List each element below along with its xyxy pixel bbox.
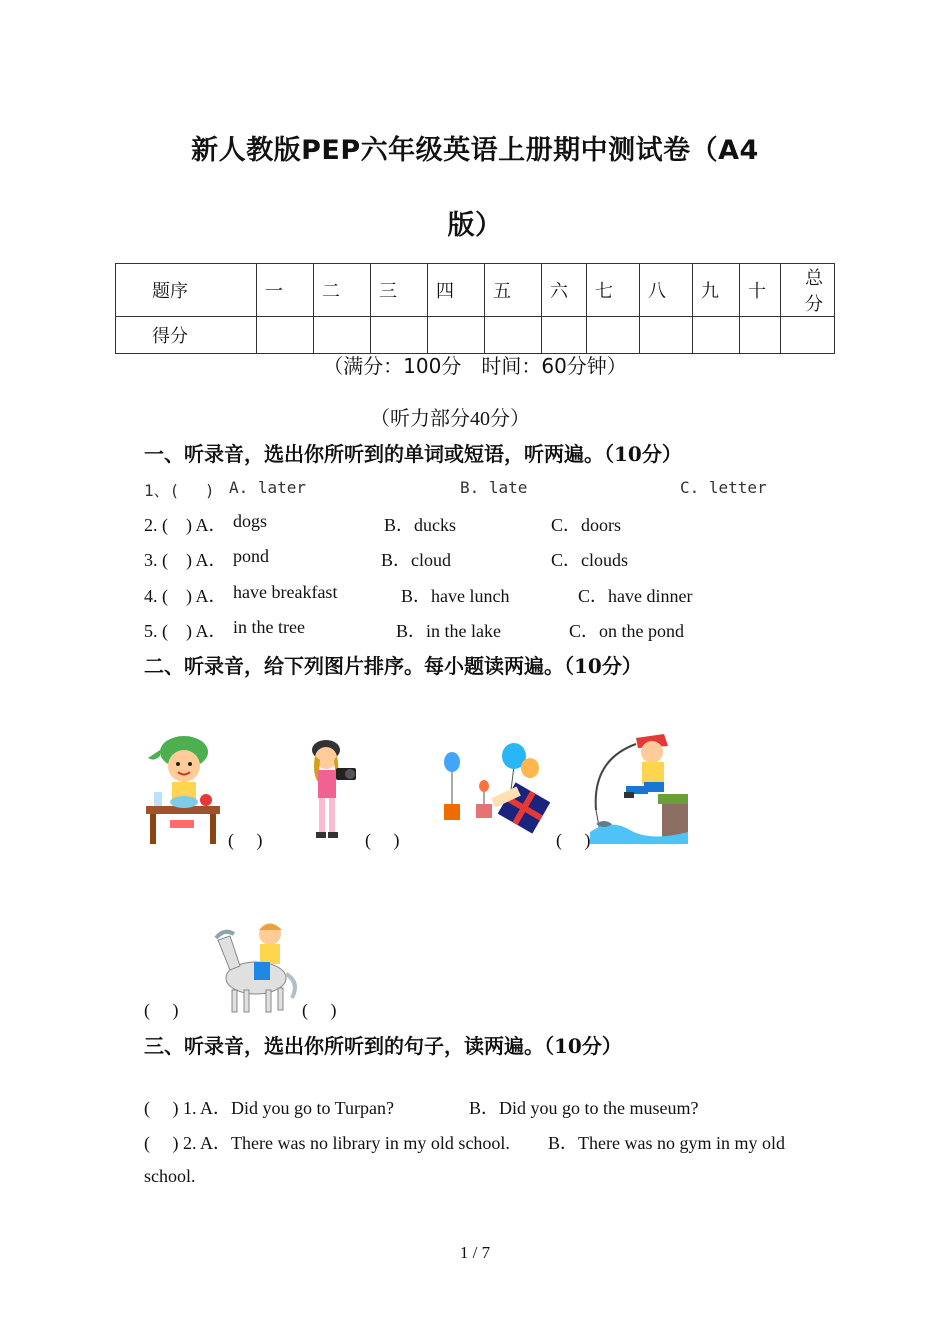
table-cell: 题序 <box>116 264 257 317</box>
q3-option-c: C．clouds <box>551 550 629 570</box>
q5-option-b: B．in the lake <box>396 621 501 641</box>
q5-option-a: in the tree <box>233 617 305 637</box>
table-cell: 四 <box>428 264 485 317</box>
q4-option-a: have breakfast <box>233 582 338 602</box>
table-cell: 二 <box>314 264 371 317</box>
q1-option-a: A. later <box>229 478 307 497</box>
page-title-cont: 版） <box>447 210 503 241</box>
listening-part-label: （听力部分40分） <box>370 408 530 430</box>
q4-option-c: C．have dinner <box>578 586 693 606</box>
balloons-gift-icon <box>440 742 552 834</box>
section2-heading: 二、听录音，给下列图片排序。每小题读两遍。（10分） <box>144 654 642 678</box>
table-cell: 得分 <box>116 317 257 354</box>
score-input-cell[interactable] <box>740 317 781 354</box>
q2-number: 2. ( ) A． <box>144 515 227 535</box>
table-cell: 三 <box>371 264 428 317</box>
q5-number: 5. ( ) A． <box>144 621 227 641</box>
q3-option-a: pond <box>233 546 269 566</box>
girl-camera-icon <box>298 738 362 842</box>
q5-option-c: C．on the pond <box>569 621 684 641</box>
pic4-answer-blank[interactable]: ( ) <box>144 1000 179 1020</box>
table-cell: 六 <box>542 264 587 317</box>
full-marks-time: （满分：100分 时间：60分钟） <box>323 354 627 378</box>
table-cell: 七 <box>587 264 640 317</box>
score-table <box>115 263 835 354</box>
score-input-cell[interactable] <box>781 317 835 354</box>
table-cell: 十 <box>740 264 781 317</box>
s3-q2-option-a: ( ) 2. A．There was no library in my old school. <box>144 1133 510 1153</box>
score-input-cell[interactable] <box>640 317 693 354</box>
q1-option-c: C. letter <box>680 478 767 497</box>
q1-option-b: B. late <box>460 478 528 497</box>
table-cell: 八 <box>640 264 693 317</box>
page-title: 新人教版PEP六年级英语上册期中测试卷（A4 <box>191 135 759 166</box>
page-number: 1 / 7 <box>459 1243 491 1262</box>
score-table-score-row <box>116 317 835 354</box>
score-input-cell[interactable] <box>693 317 740 354</box>
s3-q1-option-a: ( ) 1. A．Did you go to Turpan? <box>144 1098 395 1118</box>
table-cell: 总分 <box>781 264 835 317</box>
pic5-answer-blank[interactable]: ( ) <box>302 1000 337 1020</box>
table-cell: 五 <box>485 264 542 317</box>
boy-eating-icon <box>144 728 224 846</box>
boy-riding-horse-icon <box>208 918 300 1014</box>
pic3-answer-blank[interactable]: ( ) <box>556 830 591 850</box>
q4-number: 4. ( ) A． <box>144 586 227 606</box>
score-input-cell[interactable] <box>542 317 587 354</box>
q3-option-b: B．cloud <box>381 550 451 570</box>
score-input-cell[interactable] <box>371 317 428 354</box>
score-input-cell[interactable] <box>485 317 542 354</box>
score-table-header-row <box>116 264 835 317</box>
score-input-cell[interactable] <box>314 317 371 354</box>
section3-heading: 三、听录音，选出你所听到的句子，读两遍。（10分） <box>144 1034 622 1058</box>
pic1-answer-blank[interactable]: ( ) <box>228 830 263 850</box>
q1-number: 1、( ) <box>144 481 215 500</box>
q2-option-c: C．doors <box>551 515 622 535</box>
score-input-cell[interactable] <box>257 317 314 354</box>
score-input-cell[interactable] <box>428 317 485 354</box>
q3-number: 3. ( ) A． <box>144 550 227 570</box>
q2-option-a: dogs <box>233 511 268 531</box>
s3-q2-option-b: B．There was no gym in my old <box>548 1133 785 1153</box>
q4-option-b: B．have lunch <box>401 586 510 606</box>
section1-heading: 一、听录音，选出你所听到的单词或短语，听两遍。（10分） <box>144 442 682 466</box>
table-cell: 一 <box>257 264 314 317</box>
boy-fishing-icon <box>590 720 688 844</box>
pic2-answer-blank[interactable]: ( ) <box>365 830 400 850</box>
s3-q1-option-b: B．Did you go to the museum? <box>469 1098 699 1118</box>
table-cell: 九 <box>693 264 740 317</box>
s3-q2-option-b-cont: school. <box>144 1166 196 1186</box>
q2-option-b: B．ducks <box>384 515 456 535</box>
score-input-cell[interactable] <box>587 317 640 354</box>
